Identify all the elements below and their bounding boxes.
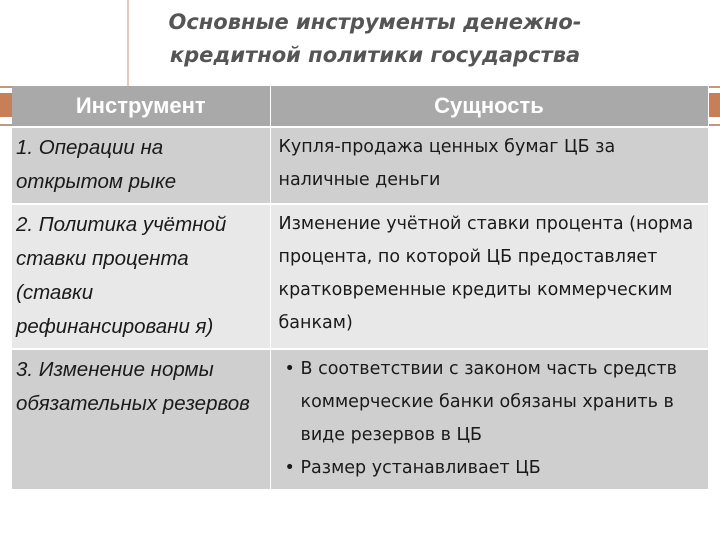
table-row [12,127,708,204]
bullet-text: В соответствии с законом часть средств коммерческие банки обязаны хранить в виде резервов в ЦБ [300,359,677,445]
header-instrument: Инструмент [12,86,270,127]
accent-square-right [708,93,720,117]
table-header-row [12,86,708,127]
list-item [279,452,702,485]
essence-bullet-list [279,353,702,485]
instruments-table [12,86,709,489]
slide-title-line-1: Основные инструменты денежно- [168,10,582,34]
essence-cell [270,349,708,489]
instrument-cell: 2. Политика учётной ставки процента (ставки рефинансировани я) [12,204,270,349]
bullet-text: Размер устанавливает ЦБ [300,458,541,478]
slide-title [95,6,655,72]
slide-title-line-2: кредитной политики государства [169,43,581,67]
essence-cell: Купля-продажа ценных бумаг ЦБ за наличные деньги [270,127,708,204]
bullet-icon: • [284,458,295,478]
table-row [12,349,708,489]
bullet-icon: • [284,359,295,379]
list-item [279,353,702,452]
instrument-cell: 3. Изменение нормы обязательных резервов [12,349,270,489]
table-row [12,204,708,349]
instrument-cell: 1. Операции на открытом рыке [12,127,270,204]
essence-cell: Изменение учётной ставки процента (норма процента, по которой ЦБ предоставляет кратковременные кредиты коммерческим банкам) [270,204,708,349]
header-essence: Сущность [270,86,708,127]
